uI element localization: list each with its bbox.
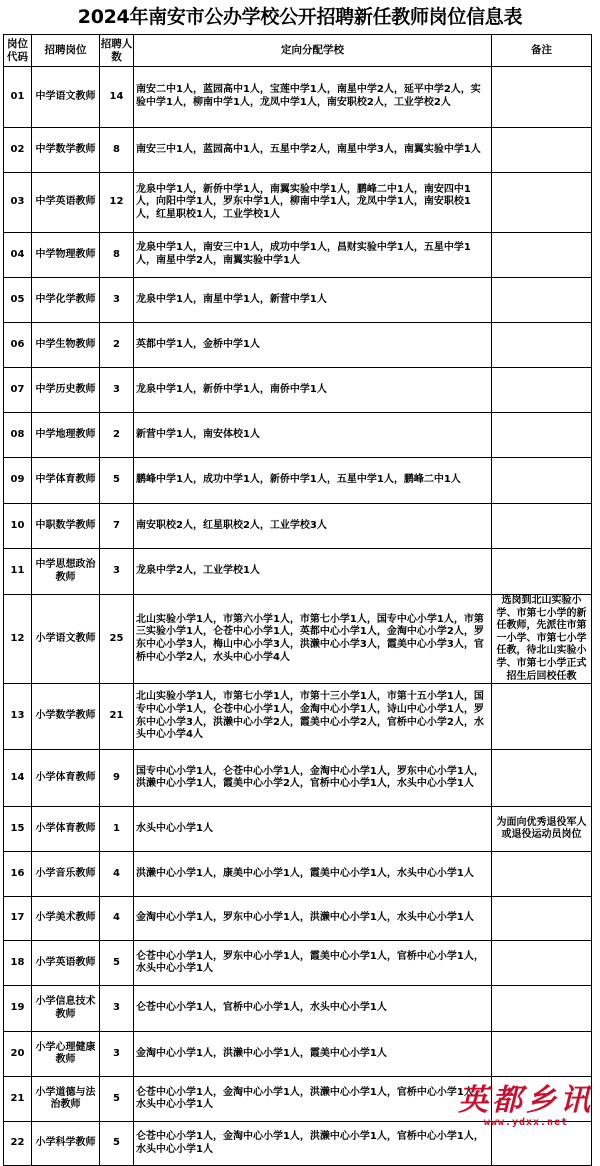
row-schools: 水头中心小学1人	[134, 807, 492, 852]
row-position: 中学语文教师	[32, 67, 100, 128]
row-note	[492, 504, 592, 549]
row-position: 小学体育教师	[32, 807, 100, 852]
table-row	[4, 986, 592, 1032]
row-count: 8	[100, 233, 134, 278]
row-code: 21	[4, 1077, 32, 1122]
row-code: 20	[4, 1032, 32, 1077]
row-count: 3	[100, 278, 134, 323]
table-row	[4, 413, 592, 458]
row-count: 4	[100, 897, 134, 941]
row-note	[492, 897, 592, 941]
row-note	[492, 1032, 592, 1077]
table-header-row	[4, 35, 592, 67]
row-note	[492, 233, 592, 278]
row-position: 中学化学教师	[32, 278, 100, 323]
table-row	[4, 458, 592, 504]
header-schools: 定向分配学校	[134, 35, 492, 67]
row-note	[492, 128, 592, 173]
row-code: 03	[4, 173, 32, 233]
row-position: 小学数学教师	[32, 684, 100, 750]
row-code: 02	[4, 128, 32, 173]
row-note: 选岗到北山实验小学、市第七小学的新任教师，先派往市第一小学、市第七小学任教，待北山实验小学、市第七小学正式招生后回校任教	[492, 595, 592, 684]
row-note	[492, 549, 592, 595]
row-code: 22	[4, 1122, 32, 1166]
header-count: 招聘人数	[100, 35, 134, 67]
watermark-logo	[458, 1085, 594, 1129]
row-code: 09	[4, 458, 32, 504]
row-count: 5	[100, 941, 134, 986]
table-row	[4, 323, 592, 368]
row-code: 10	[4, 504, 32, 549]
row-count: 5	[100, 458, 134, 504]
table-row	[4, 684, 592, 750]
row-code: 17	[4, 897, 32, 941]
table-row	[4, 897, 592, 941]
row-count: 4	[100, 852, 134, 897]
table-row	[4, 504, 592, 549]
row-note	[492, 852, 592, 897]
row-note	[492, 941, 592, 986]
row-schools: 仑苍中心小学1人，官桥中心小学1人，水头中心小学1人	[134, 986, 492, 1032]
row-position: 小学体育教师	[32, 750, 100, 807]
header-code: 岗位代码	[4, 35, 32, 67]
row-schools: 金淘中心小学1人，罗东中心小学1人，洪濑中心小学1人，水头中心小学1人	[134, 897, 492, 941]
row-code: 01	[4, 67, 32, 128]
table-row	[4, 67, 592, 128]
table-row	[4, 173, 592, 233]
row-position: 中学物理教师	[32, 233, 100, 278]
row-count: 2	[100, 323, 134, 368]
row-code: 12	[4, 595, 32, 684]
row-schools: 英都中学1人，金桥中学1人	[134, 323, 492, 368]
watermark-text: 英都乡讯	[458, 1083, 594, 1118]
row-position: 中学生物教师	[32, 323, 100, 368]
row-position: 中学体育教师	[32, 458, 100, 504]
row-count: 3	[100, 1032, 134, 1077]
table-row	[4, 941, 592, 986]
row-code: 06	[4, 323, 32, 368]
row-schools: 仑苍中心小学1人，金淘中心小学1人，洪濑中心小学1人，官桥中心小学1人，水头中心小学1人	[134, 1122, 492, 1166]
page-title: 2024年南安市公办学校公开招聘新任教师岗位信息表	[77, 6, 523, 28]
row-note	[492, 413, 592, 458]
row-position: 小学音乐教师	[32, 852, 100, 897]
table-body	[4, 67, 592, 1166]
row-count: 14	[100, 67, 134, 128]
row-code: 15	[4, 807, 32, 852]
row-count: 9	[100, 750, 134, 807]
row-note	[492, 323, 592, 368]
row-code: 04	[4, 233, 32, 278]
row-note	[492, 173, 592, 233]
row-schools: 南安职校2人，红星职校2人，工业学校3人	[134, 504, 492, 549]
row-note	[492, 368, 592, 413]
row-count: 12	[100, 173, 134, 233]
row-count: 3	[100, 549, 134, 595]
row-schools: 龙泉中学1人，新侨中学1人，南侨中学1人	[134, 368, 492, 413]
row-schools: 金淘中心小学1人，洪濑中心小学1人，霞美中心小学1人	[134, 1032, 492, 1077]
row-count: 5	[100, 1077, 134, 1122]
row-count: 1	[100, 807, 134, 852]
row-position: 小学道德与法治教师	[32, 1077, 100, 1122]
row-schools: 北山实验小学1人，市第六小学1人，市第七小学1人，国专中心小学1人，市第三实验小学1人，仑苍中心小学1人，英都中心小学1人，金淘中心小学2人，罗东中心小学3人，梅山中心小学3人，洪濑中心小学3人，霞美中心小学3人，官桥中心小学2人，水头中心小学4人	[134, 595, 492, 684]
row-code: 13	[4, 684, 32, 750]
row-position: 中学思想政治教师	[32, 549, 100, 595]
table-row	[4, 750, 592, 807]
row-schools: 仑苍中心小学1人，金淘中心小学1人，洪濑中心小学1人，官桥中心小学1人，水头中心小学1人	[134, 1077, 492, 1122]
row-code: 16	[4, 852, 32, 897]
watermark-url: www.ydxx.net	[483, 1117, 569, 1128]
row-code: 18	[4, 941, 32, 986]
row-position: 中学历史教师	[32, 368, 100, 413]
row-schools: 南安三中1人，蓝园高中1人，五星中学2人，南星中学3人，南翼实验中学1人	[134, 128, 492, 173]
table-row	[4, 368, 592, 413]
row-position: 中学地理教师	[32, 413, 100, 458]
positions-table	[3, 34, 592, 1166]
table-row	[4, 595, 592, 684]
row-code: 07	[4, 368, 32, 413]
row-note	[492, 458, 592, 504]
row-schools: 洪濑中心小学1人，康美中心小学1人，霞美中心小学1人，水头中心小学1人	[134, 852, 492, 897]
row-count: 8	[100, 128, 134, 173]
row-schools: 龙泉中学1人，新侨中学1人，南翼实验中学1人，鹏峰二中1人，南安四中1人，向阳中学1人，罗东中学1人，柳南中学1人，龙凤中学1人，南安职校1人，红星职校1人，工业学校1人	[134, 173, 492, 233]
header-note: 备注	[492, 35, 592, 67]
row-position: 中职数学教师	[32, 504, 100, 549]
row-position: 小学语文教师	[32, 595, 100, 684]
row-note	[492, 750, 592, 807]
row-position: 小学英语教师	[32, 941, 100, 986]
row-schools: 新营中学1人，南安体校1人	[134, 413, 492, 458]
row-code: 11	[4, 549, 32, 595]
row-position: 小学美术教师	[32, 897, 100, 941]
row-count: 3	[100, 986, 134, 1032]
table-row	[4, 852, 592, 897]
row-code: 08	[4, 413, 32, 458]
row-position: 小学信息技术教师	[32, 986, 100, 1032]
row-count: 3	[100, 368, 134, 413]
row-note	[492, 986, 592, 1032]
row-count: 25	[100, 595, 134, 684]
row-count: 2	[100, 413, 134, 458]
row-code: 14	[4, 750, 32, 807]
row-note	[492, 278, 592, 323]
row-position: 中学英语教师	[32, 173, 100, 233]
row-schools: 北山实验小学1人，市第七小学1人，市第十三小学1人，市第十五小学1人，国专中心小学1人，仑苍中心小学1人，金淘中心小学1人，诗山中心小学1人，罗东中心小学3人，洪濑中心小学2人，霞美中心小学2人，官桥中心小学2人，水头中心小学4人	[134, 684, 492, 750]
table-row	[4, 807, 592, 852]
row-position: 小学心理健康教师	[32, 1032, 100, 1077]
row-schools: 国专中心小学1人，仑苍中心小学1人，金淘中心小学1人，罗东中心小学1人，洪濑中心小学1人，霞美中心小学2人，官桥中心小学1人，水头中心小学1人	[134, 750, 492, 807]
row-note: 为面向优秀退役军人或退役运动员岗位	[492, 807, 592, 852]
row-schools: 龙泉中学1人，南星中学1人，新营中学1人	[134, 278, 492, 323]
header-position: 招聘岗位	[32, 35, 100, 67]
table-row	[4, 549, 592, 595]
table-row	[4, 278, 592, 323]
row-code: 05	[4, 278, 32, 323]
row-schools: 龙泉中学2人，工业学校1人	[134, 549, 492, 595]
row-position: 小学科学教师	[32, 1122, 100, 1166]
row-note	[492, 67, 592, 128]
table-row	[4, 233, 592, 278]
row-schools: 南安二中1人，蓝园高中1人，宝莲中学1人，南星中学2人，延平中学2人，实验中学1人，柳南中学1人，龙凤中学1人，南安职校2人，工业学校2人	[134, 67, 492, 128]
row-count: 5	[100, 1122, 134, 1166]
row-schools: 鹏峰中学1人，成功中学1人，新侨中学1人，五星中学1人，鹏峰二中1人	[134, 458, 492, 504]
row-schools: 龙泉中学1人，南安三中1人，成功中学1人，昌财实验中学1人，五星中学1人，南星中学2人，南翼实验中学1人	[134, 233, 492, 278]
row-code: 19	[4, 986, 32, 1032]
row-note	[492, 684, 592, 750]
row-position: 中学数学教师	[32, 128, 100, 173]
row-schools: 仑苍中心小学1人，罗东中心小学1人，霞美中心小学1人，官桥中心小学1人，水头中心小学1人	[134, 941, 492, 986]
table-row	[4, 128, 592, 173]
table-row	[4, 1032, 592, 1077]
row-count: 21	[100, 684, 134, 750]
row-count: 7	[100, 504, 134, 549]
